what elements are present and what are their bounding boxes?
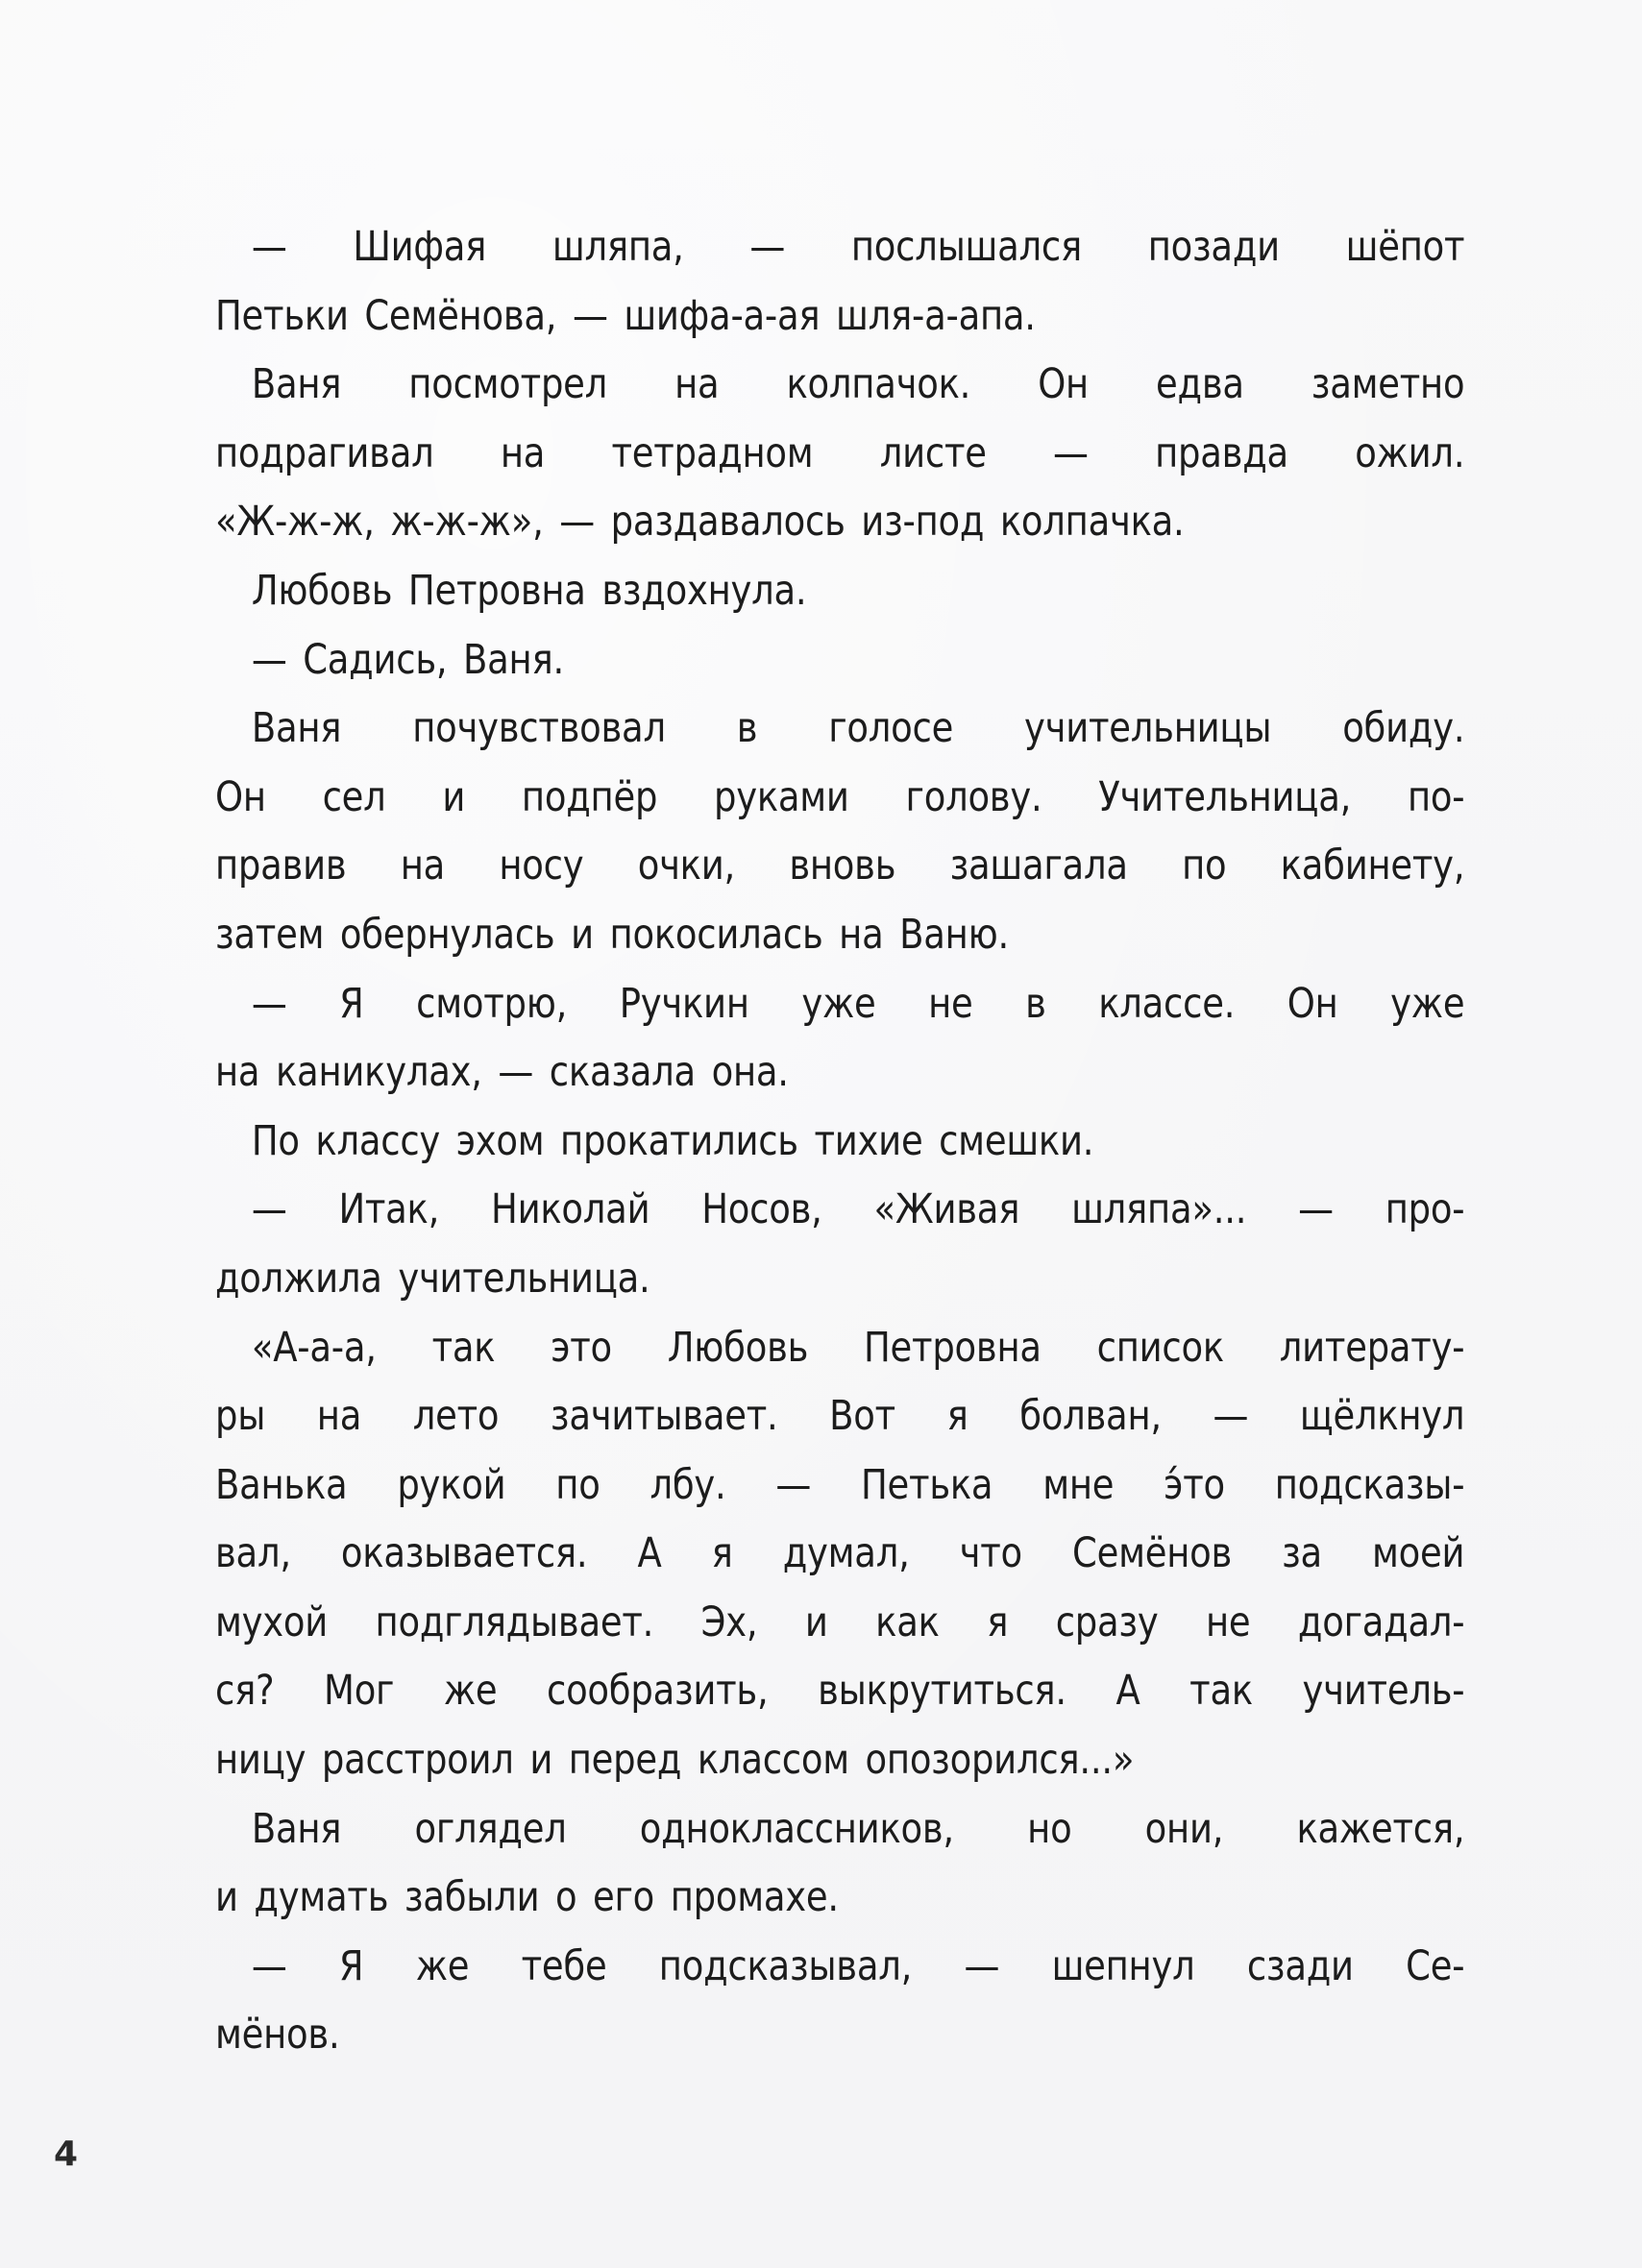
text-line: затем обернулась и покосилась на Ваню.	[215, 910, 1009, 959]
text-line: — Я смотрю, Ручкин уже не в классе. Он уже	[251, 979, 1465, 1028]
text-line: Ваня посмотрел на колпачок. Он едва заметно	[251, 360, 1465, 409]
text-line: По классу эхом прокатились тихие смешки.	[251, 1116, 1094, 1165]
text-line: ницу расстроил и перед классом опозорился...»	[215, 1736, 1135, 1785]
text-line: Он сел и подпёр руками голову. Учительница, по-	[215, 772, 1465, 821]
text-line: мухой подглядывает. Эх, и как я сразу не догадал-	[215, 1597, 1465, 1646]
text-line: мёнов.	[215, 2011, 340, 2060]
text-line: должила учительница.	[215, 1254, 650, 1303]
text-line: вал, оказывается. А я думал, что Семёнов за моей	[215, 1529, 1465, 1578]
text-line: ры на лето зачитывает. Вот я болван, — щёлкнул	[215, 1392, 1465, 1441]
text-line: «А-а-а, так это Любовь Петровна список литерату-	[251, 1323, 1465, 1372]
text-line: подрагивал на тетрадном листе — правда ожил.	[215, 428, 1465, 477]
text-line: «Ж-ж-ж, ж-ж-ж», — раздавалось из-под колпачка.	[215, 498, 1185, 547]
text-line: Любовь Петровна вздохнула.	[251, 566, 807, 615]
text-line: — Шифая шляпа, — послышался позади шёпот	[251, 223, 1465, 271]
body-text	[215, 213, 1464, 2070]
text-line: Ванька рукой по лбу. — Петька мне э́то подсказы-	[215, 1460, 1465, 1509]
text-line: ся? Мог же сообразить, выкрутиться. А так учитель-	[215, 1667, 1465, 1716]
text-line: и думать забыли о его промахе.	[215, 1873, 839, 1922]
text-line: на каникулах, — сказала она.	[215, 1048, 789, 1097]
page-number: 4	[54, 2134, 79, 2174]
text-line: — Я же тебе подсказывал, — шепнул сзади Се-	[251, 1941, 1465, 1990]
text-line: Петьки Семёнова, — шифа-а-ая шля-а-апа.	[215, 291, 1036, 340]
text-line: правив на носу очки, вновь зашагала по кабинету,	[215, 841, 1465, 890]
text-line: — Садись, Ваня.	[251, 635, 564, 684]
text-line: — Итак, Николай Носов, «Живая шляпа»... — про-	[251, 1185, 1465, 1234]
text-line: Ваня оглядел одноклассников, но они, кажется,	[251, 1804, 1465, 1853]
text-line: Ваня почувствовал в голосе учительницы обиду.	[251, 704, 1465, 753]
